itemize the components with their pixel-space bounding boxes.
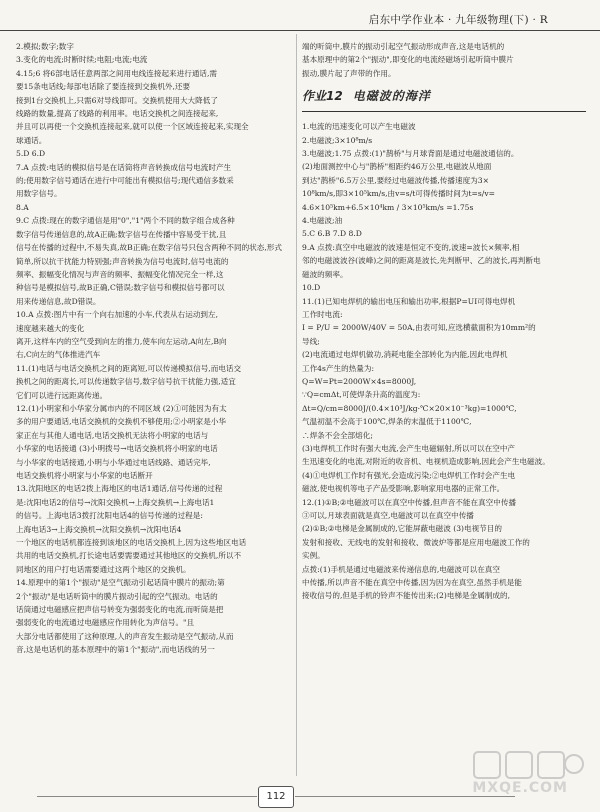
text-line: 14.原理中的第1个"振动"是空气振动引起话筒中膜片的振动;第: [16, 578, 225, 588]
right-column-answers: [302, 120, 586, 603]
text-line: 工作4s产生的热量为:: [302, 363, 375, 373]
text-line: 5.C 6.B 7.D 8.D: [302, 229, 362, 239]
section-rule: [302, 111, 586, 112]
text-line: 工作时电流:: [302, 309, 343, 319]
text-line: 10.D: [302, 283, 321, 293]
text-line: 3.变化的电流;时断时续;电阻;电流;电流: [16, 55, 148, 65]
header-rule: [0, 30, 600, 31]
text-line: 11.(1)电话与电话交换机之间的距离短,可以传递模拟信号,而电话交: [16, 363, 242, 373]
text-line: 速度越来越大的变化: [16, 323, 85, 333]
text-line: ∴焊条不会全部熔化;: [302, 430, 373, 440]
text-line: 5.D 6.D: [16, 149, 46, 159]
page-number: 112: [258, 786, 294, 808]
text-line: 球通话。: [16, 135, 47, 145]
text-line: 10.A 点拨:图片中有一个向右加速的小车,代表从右运动到左,: [16, 310, 219, 320]
text-line: 家正在与其他人通电话,电话交换机无法将小明家的电话与: [16, 430, 209, 440]
text-line: 是:沈阳电话2的信号→沈阳交换机→上海交换机→上海电话1: [16, 497, 215, 507]
text-line: 2.电磁波;3×10⁸m/s: [302, 135, 373, 145]
text-line: 4.6×10⁵km+6.5×10⁴km / 3×10⁵km/s =1.75s: [302, 202, 474, 212]
text-line: 7.A 点拨:电话的模拟信号是在话筒将声音转换成信号电流时产生: [16, 162, 232, 172]
text-line: 同地区的用户打电话需要通过这两个地区的交换机。: [16, 564, 191, 574]
section-number: 作业12: [302, 89, 343, 104]
text-line: 点拨:(1)手机是通过电磁波来传递信息的,电磁波可以在真空: [302, 564, 500, 574]
text-line: Q=W=Pt=2000W×4s=8000J,: [302, 376, 417, 386]
page-header: [0, 0, 600, 36]
text-line: 导线;: [302, 336, 320, 346]
text-line: 发射和接收、无线电的发射和接收、微波炉等都是应用电磁波工作的: [302, 537, 530, 547]
text-line: 12.(1)小明家和小华家分属市内的不同区域 (2)①可能因为有太: [16, 403, 227, 413]
text-line: 4.15;6 将6部电话任意两部之间用电线连接起来进行通话,需: [16, 68, 218, 78]
text-line: 数字信号传递信息的,故A正确;数字信号在传播中容易受干扰,且: [16, 229, 227, 239]
text-line: 音,这是电话机的基本原理中的第1个"振动",而电话线的另一: [16, 645, 215, 655]
text-line: 用来传递信息,故D错误。: [16, 296, 101, 306]
text-line: 它们可以进行远距离传递。: [16, 390, 108, 400]
text-line: 4.电磁波;油: [302, 216, 343, 226]
text-line: 8.A: [16, 202, 29, 212]
text-line: 9.A 点拨:真空中电磁波的波速是恒定不变的,波速=波长×频率,相: [302, 242, 520, 252]
text-line: (4)①电焊机工作时有强光,会造成污染;②电焊机工作时会产生电: [302, 470, 516, 480]
text-line: 1.电流的迅速变化可以产生电磁波: [302, 122, 416, 132]
text-line: 一个地区的电话机都连接到该地区的电话交换机上,因为这些地区电话: [16, 538, 247, 548]
text-line: 11.(1)已知电焊机的输出电压和输出功率,根据P=UI可得电焊机: [302, 296, 516, 306]
text-line: ③可以,月球表面就是真空,电磁波可以在真空中传播: [302, 511, 474, 520]
text-line: 离开,这样车内的空气受到向左的推力,使车向左运动,A向左,B向: [16, 336, 227, 346]
text-line: 上海电话3→上海交换机→沈阳交换机→沈阳电话4: [16, 524, 182, 534]
text-line: 接到1台交换机上,只需6对导线即可。交换机使用大大降低了: [16, 95, 218, 105]
text-line: 邻的电磁波波谷(波峰)之间的距离是波长,先判断甲、乙的波长,再判断电: [302, 256, 541, 266]
text-line: 接收信号的,但是手机的铃声不能传出来;(2)电梯是金属制成的,: [302, 591, 510, 601]
text-line: I = P/U = 2000W/40V = 50A,由表可知,应选横截面积为10mm²的: [302, 323, 536, 333]
text-line: 磁波,使电视机等电子产品受影响,影响家用电器的正常工作。: [302, 484, 505, 494]
text-line: ∵Q=cmΔt,可使焊条升高的温度为:: [302, 390, 421, 400]
text-line: 的;使用数字信号通话在进行中可能出有模拟信号;现代通信多数采: [16, 176, 234, 186]
column-divider: [296, 34, 297, 776]
text-line: 电话交换机将小明家与小华家的电话断开: [16, 471, 153, 480]
text-line: 3.电磁波;1.75 点拨:(1)"鹊桥"与月球背面是通过电磁波通信的。: [302, 149, 519, 159]
text-line: 到达"鹊桥"6.5万公里,要经过电磁波传播,传播速度为3×: [302, 175, 489, 185]
watermark-logo-icon: [468, 748, 586, 806]
text-line: 气温初温不会高于100℃,焊条的末温低于1100℃,: [302, 417, 472, 427]
text-line: (2)电流通过电焊机做功,消耗电能全部转化为内能,因此电焊机: [302, 350, 508, 360]
text-line: 的信号。上海电话3拨打沈阳电话4的信号传递的过程是:: [16, 511, 203, 521]
text-line: 10⁸km/s,即3×10⁵km/s,由v=s/t可得传播时间为t=s/v=: [302, 189, 495, 199]
left-column: [16, 40, 292, 657]
text-line: 共用的电话交换机,打长途电话要需要通过其他地区的交换机,所以不: [16, 551, 242, 561]
text-line: 线路的数量,提高了线路的利用率。电话交换机之间连接起来,: [16, 109, 219, 119]
text-line: 要15条电话线;每部电话除了要连接到交换机外,还要: [16, 82, 191, 92]
text-line: Δt=Q/cm=8000J/(0.4×10³J/kg·℃×20×10⁻³kg)=1000℃,: [302, 403, 517, 413]
watermark-text: MXQE.COM: [472, 780, 568, 796]
header-title: 启东中学作业本 · 九年级物理(下) · R: [368, 14, 548, 26]
right-column: [302, 40, 586, 603]
section-title: 电磁波的海洋: [352, 89, 431, 104]
text-line: 2个"振动"是电话听筒中的膜片振动引起的空气振动。电话的: [16, 591, 218, 601]
text-line: 2.模拟;数字;数字: [16, 42, 74, 51]
text-line: 频率、振幅变化情况与声音的频率、振幅变化情况完全一样,这: [16, 269, 224, 279]
text-line: 生迅速变化的电流,对附近的收音机、电视机造成影响,因此会产生电磁波。: [302, 457, 550, 467]
text-line: 多的用户要通话,电话交换机的交换机不够使用;②小明家是小华: [16, 417, 227, 427]
text-line: 实例。: [302, 551, 325, 561]
text-line: (2)地面测控中心与"鹊桥"相距约46万公里,电磁波从地面: [302, 162, 492, 172]
right-column-continuation: [302, 40, 586, 80]
text-line: 12.(1)①B;②电磁波可以在真空中传播,但声音不能在真空中传播: [302, 497, 517, 507]
text-line: 简单,所以抗干扰能力特别强;声音转换为信号电流时,信号电流的: [16, 256, 229, 266]
text-line: 与小华家的电话接通,小明与小华通过电话线路、通话完毕,: [16, 457, 211, 467]
text-line: 信号在传播的过程中,不易失真,故B正确;在数字信号只包含两种不同的状态,形式: [16, 243, 282, 253]
text-line: 换机之间的距离长,可以传递数字信号,数字信号抗干扰能力强,适宜: [16, 377, 236, 387]
text-line: 种信号是模拟信号,故B正确,C错误;数字信号和模拟信号都可以: [16, 283, 225, 293]
text-line: (3)电焊机工作时有强大电流,会产生电磁辐射,所以可以在空中产: [302, 443, 516, 453]
text-line: 中传播,所以声音不能在真空中传播,因为因为在真空,虽然手机是能: [302, 578, 522, 588]
text-line: 话筒通过电磁感应把声信号转变为强弱变化的电流,而听筒是把: [16, 605, 224, 615]
text-line: 小华家的电话接通 (3)小明拨号→电话交换机将小明家的电话: [16, 444, 218, 454]
text-line: 端的听筒中,膜片的振动引起空气振动形成声音,这是电话机的: [302, 42, 505, 51]
text-line: 并且可以再使一个交换机连接起来,就可以使一个区域连接起来,实现全: [16, 122, 249, 132]
text-line: 大部分电话都使用了这种原理,人的声音发生振动是空气振动,从而: [16, 631, 234, 641]
text-line: 13.沈阳地区的电话2拨上海地区的电话1通话,信号传递的过程: [16, 484, 223, 494]
text-line: 用数字信号。: [16, 189, 62, 199]
text-line: 磁波的频率。: [302, 269, 348, 279]
text-line: (2)①B;②电梯是金属制成的,它能屏蔽电磁波 (3)电视节目的: [302, 524, 502, 534]
text-line: 右,C向左的气体推进汽车: [16, 350, 101, 360]
text-line: 强弱变化的电流通过电磁感应作用转化为声信号。"且: [16, 618, 195, 628]
section-heading: [302, 90, 586, 112]
text-line: 基本原理中的第2个"振动",即变化的电流经磁场引起听筒中膜片: [302, 55, 514, 65]
text-line: 振动,膜片起了声带的作用。: [302, 68, 396, 78]
text-line: 9.C 点拨:现在的数字通信是用"0","1"两个不同的数字组合成各种: [16, 216, 235, 226]
